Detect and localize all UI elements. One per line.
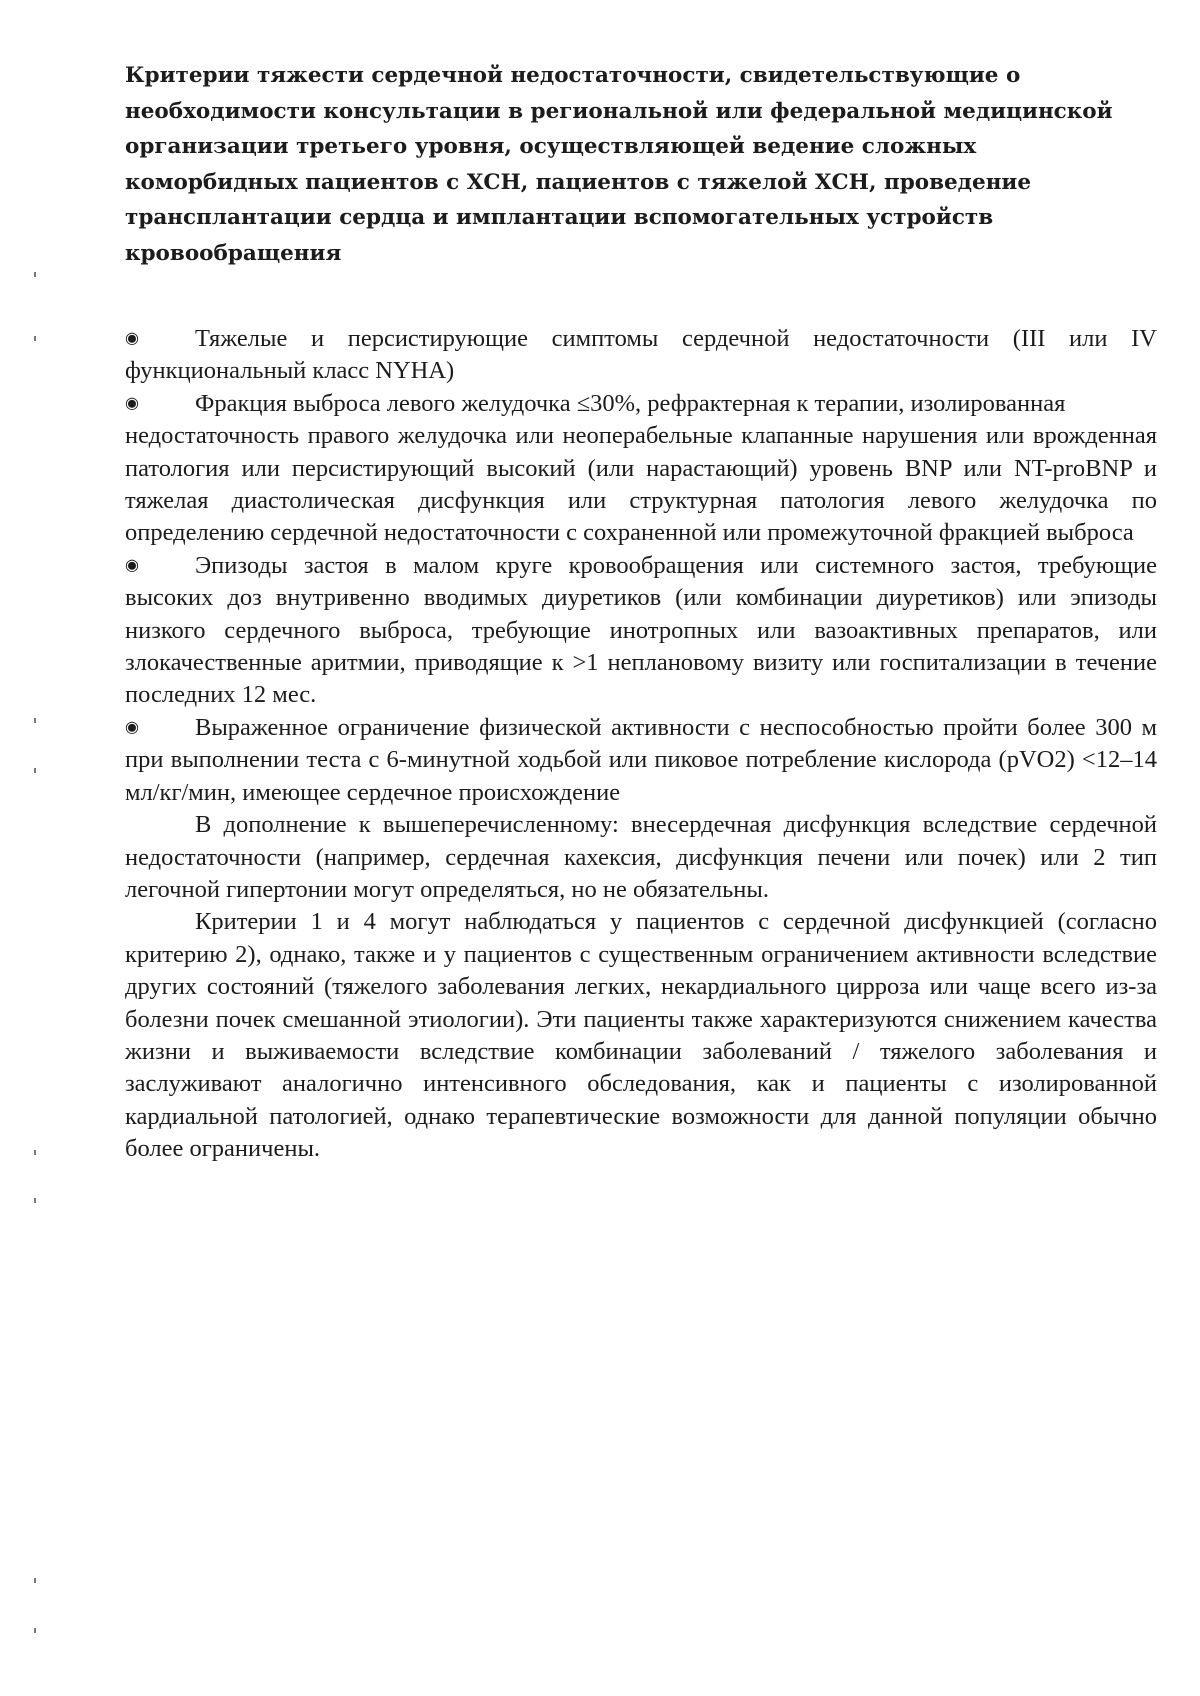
criterion-text: Эпизоды застоя в малом круге кровообращения или системного застоя, требующие высоких доз внутривенно вводимых диуретиков (или комбинации диуретиков) или эпизоды низкого сердечного выброса, требующие инотропных или вазоактивных препаратов, или злокачественные аритмии, приводящие к >1 неплановому визиту или госпитализации в течение последних 12 мес. <box>125 551 1157 709</box>
bullet-icon: ◉ <box>125 394 139 412</box>
supplement-paragraph: В дополнение к вышеперечисленному: внесердечная дисфункция вследствие сердечной недостаточности (например, сердечная кахексия, дисфункция печени или почек) или 2 тип легочной гипертонии могут определяться, но не обязательны. <box>125 811 1157 903</box>
scan-mark <box>34 272 36 277</box>
document-body <box>125 323 1157 1166</box>
criterion-text: Фракция выброса левого желудочка ≤30%, рефрактерная к терапии, изолированная <box>195 389 1066 417</box>
document-heading: Критерии тяжести сердечной недостаточности, свидетельствующие о необходимости консультации в региональной или федеральной медицинской организации третьего уровня, осуществляющей ведение сложных коморбидных пациентов с ХСН, пациентов с тяжелой ХСН, проведение трансплантации сердца и имплантации вспомогательных устройств кровообращения <box>125 63 1113 266</box>
scan-mark <box>34 768 36 773</box>
criterion-item <box>125 712 1157 809</box>
document-page <box>125 58 1157 1166</box>
scan-mark <box>34 718 36 723</box>
criterion-item <box>125 388 1157 420</box>
criterion-item <box>125 550 1157 712</box>
criterion-text: Тяжелые и персистирующие симптомы сердечной недостаточности (III или IV функциональный класс NYHA) <box>125 325 1157 385</box>
criterion-text: Выраженное ограничение физической активности с неспособностью пройти более 300 м при выполнении теста с 6-минутной ходьбой или пиковое потребление кислорода (pVO2) <12–14 мл/кг/мин, имеющее сердечное происхождение <box>125 713 1157 806</box>
criterion-continuation: недостаточность правого желудочка или неоперабельные клапанные нарушения или врожденная патология или персистирующий высокий (или нарастающий) уровень BNP или NT-proBNP и тяжелая диастолическая дисфункция или структурная патология левого желудочка по определению сердечной недостаточности с сохраненной или промежуточной фракцией выброса <box>125 422 1157 547</box>
bullet-icon: ◉ <box>125 718 139 736</box>
scan-mark <box>34 1198 36 1203</box>
scan-mark <box>34 1578 36 1583</box>
notes-paragraph: Критерии 1 и 4 могут наблюдаться у пациентов с сердечной дисфункцией (согласно критерию 2), однако, также и у пациентов с существенным ограничением активности вследствие других состояний (тяжелого заболевания легких, некардиального цирроза или чаще всего из-за болезни почек смешанной этиологии). Эти пациенты также характеризуются снижением качества жизни и выживаемости вследствие комбинации заболеваний / тяжелого заболевания и заслуживают аналогично интенсивного обследования, как и пациенты с изолированной кардиальной патологией, однако терапевтические возможности для данной популяции обычно более ограничены. <box>125 908 1157 1163</box>
scan-mark <box>34 1628 36 1633</box>
scan-mark <box>34 336 36 341</box>
bullet-icon: ◉ <box>125 556 139 574</box>
scan-mark <box>34 1150 36 1155</box>
bullet-icon: ◉ <box>125 330 139 347</box>
criterion-item <box>125 323 1157 388</box>
